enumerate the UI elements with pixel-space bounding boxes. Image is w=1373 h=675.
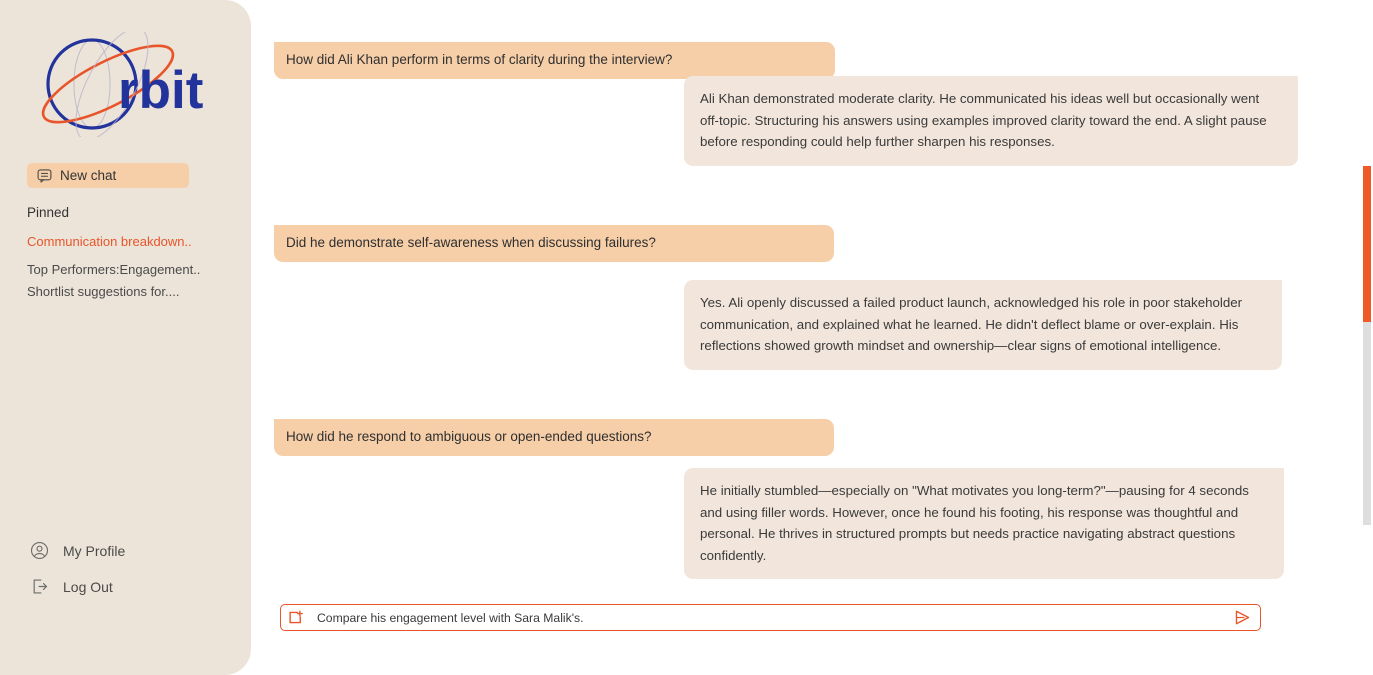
add-image-icon[interactable] xyxy=(289,610,304,625)
svg-text:rbit: rbit xyxy=(117,61,203,120)
sidebar-chat-item-1[interactable]: Top Performers:Engagement.. xyxy=(27,262,201,277)
composer-input[interactable]: Compare his engagement level with Sara Malik's. xyxy=(317,610,584,625)
new-chat-button[interactable] xyxy=(27,163,189,188)
new-chat-label: New chat xyxy=(60,167,117,183)
chat-message-assistant: Ali Khan demonstrated moderate clarity. He communicated his ideas well but occasionally went off-topic. Structuring his answers using examples improved clarity toward the end. A slight pause before responding could help further sharpen his responses. xyxy=(684,76,1298,166)
pinned-section-header: Pinned xyxy=(27,205,70,220)
sidebar-item-log-out[interactable] xyxy=(30,577,113,596)
sidebar-item-my-profile-label: My Profile xyxy=(63,542,126,559)
logout-icon xyxy=(30,577,49,596)
user-circle-icon xyxy=(30,541,49,560)
vertical-scrollbar-thumb[interactable] xyxy=(1363,166,1371,322)
chat-message-user: How did he respond to ambiguous or open-ended questions? xyxy=(274,419,834,456)
chat-message-user: Did he demonstrate self-awareness when discussing failures? xyxy=(274,225,834,262)
chat-message-assistant: Yes. Ali openly discussed a failed product launch, acknowledged his role in poor stakeholder communication, and explained what he learned. He didn't deflect blame or over-explain. His reflections showed growth mindset and ownership—clear signs of emotional intelligence. xyxy=(684,280,1282,370)
chat-bubble-icon xyxy=(37,168,52,183)
sidebar-item-my-profile[interactable] xyxy=(30,541,125,560)
sidebar-chat-item-0[interactable]: Communication breakdown.. xyxy=(27,234,192,249)
message-composer[interactable] xyxy=(280,604,1261,631)
chat-main xyxy=(251,0,1373,675)
vertical-scrollbar-track[interactable] xyxy=(1363,166,1371,525)
chat-message-assistant: He initially stumbled—especially on "What motivates you long-term?"—pausing for 4 seconds and using filler words. However, once he found his footing, his response was thoughtful and personal. He thrives in structured prompts but needs practice navigating abstract questions confidently. xyxy=(684,468,1284,579)
sidebar xyxy=(0,0,251,675)
sidebar-chat-item-2[interactable]: Shortlist suggestions for.... xyxy=(27,284,180,299)
chat-message-user: How did Ali Khan perform in terms of clarity during the interview? xyxy=(274,42,835,79)
send-icon[interactable] xyxy=(1234,609,1251,626)
orbit-logo-icon xyxy=(26,32,226,137)
sidebar-item-log-out-label: Log Out xyxy=(63,578,113,595)
app-logo xyxy=(0,32,251,137)
